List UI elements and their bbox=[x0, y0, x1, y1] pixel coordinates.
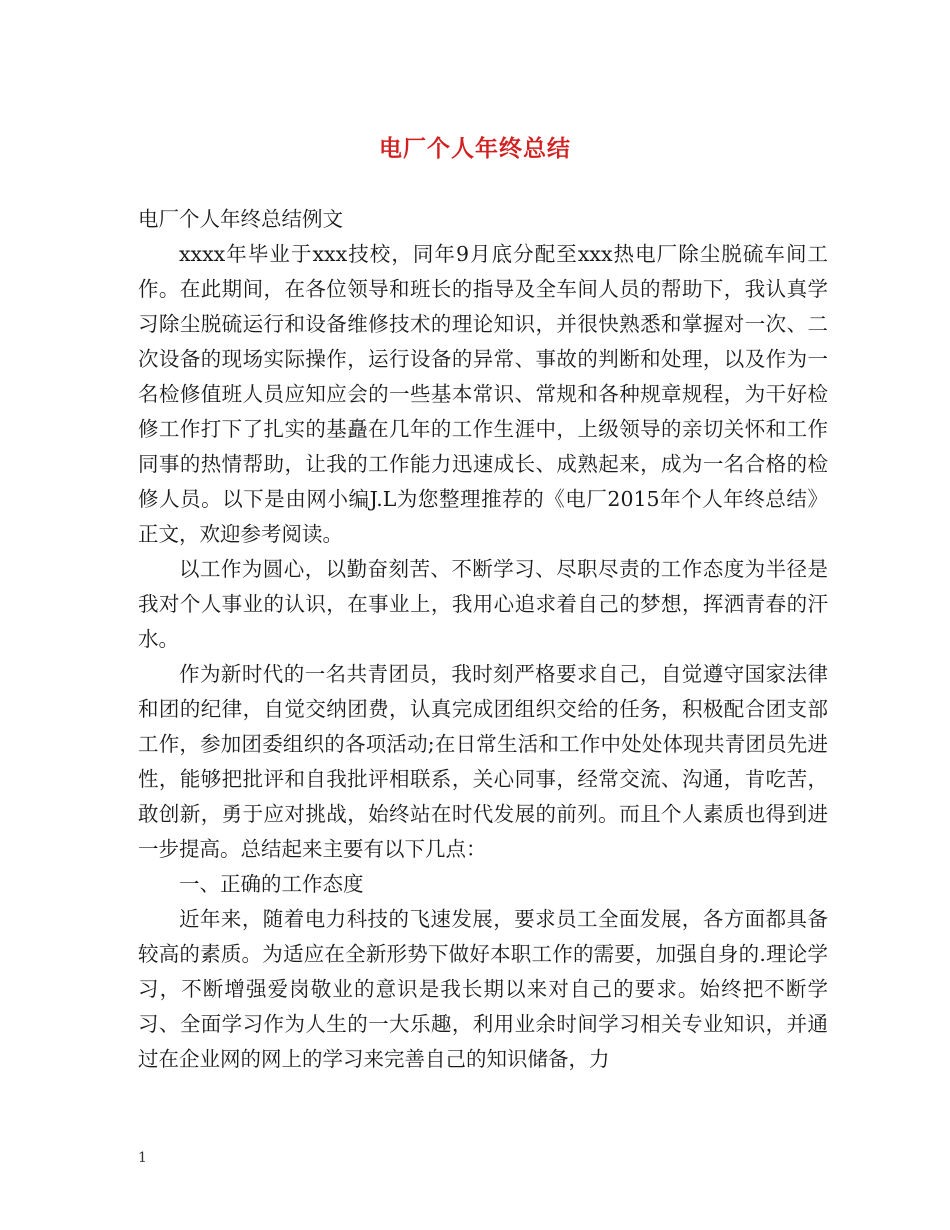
document-title: 电厂个人年终总结 bbox=[379, 135, 571, 162]
paragraph: 作为新时代的一名共青团员，我时刻严格要求自己，自觉遵守国家法律和团的纪律，自觉交纳团费，认真完成团组织交给的任务，积极配合团支部工作，参加团委组织的各项活动;在日常生活和工作中处处体现共青团员先进性，能够把批评和自我批评相联系，关心同事，经常交流、沟通，肯吃苦，敢创新，勇于应对挑战，始终站在时代发展的前列。而且个人素质也得到进一步提高。总结起来主要有以下几点： bbox=[138, 662, 828, 861]
document-body bbox=[138, 202, 828, 1077]
paragraph: 近年来，随着电力科技的飞速发展，要求员工全面发展，各方面都具备较高的素质。为适应在全新形势下做好本职工作的需要，加强自身的.理论学习，不断增强爱岗敬业的意识是我长期以来对自己的要求。始终把不断学习、全面学习作为人生的一大乐趣，利用业余时间学习相关专业知识，并通过在企业网的网上的学习来完善自己的知识储备，力 bbox=[138, 907, 828, 1071]
paragraph-subtitle: 电厂个人年终总结例文 bbox=[138, 207, 343, 231]
page-number: 1 bbox=[138, 1150, 147, 1166]
paragraph: xxxx年毕业于xxx技校，同年9月底分配至xxx热电厂除尘脱硫车间工作。在此期间，在各位领导和班长的指导及全车间人员的帮助下，我认真学习除尘脱硫运行和设备维修技术的理论知识，并很快熟悉和掌握对一次、二次设备的现场实际操作，运行设备的异常、事故的判断和处理，以及作为一名检修值班人员应知应会的一些基本常识、常规和各种规章规程，为干好检修工作打下了扎实的基矗在几年的工作生涯中，上级领导的亲切关怀和工作同事的热情帮助，让我的工作能力迅速成长、成熟起来，成为一名合格的检修人员。以下是由网小编J.L为您整理推荐的《电厂2015年个人年终总结》正文，欢迎参考阅读。 bbox=[138, 242, 828, 546]
paragraph: 以工作为圆心，以勤奋刻苦、不断学习、尽职尽责的工作态度为半径是我对个人事业的认识，在事业上，我用心追求着自己的梦想，挥洒青春的汗水。 bbox=[138, 557, 828, 651]
section-heading: 一、正确的工作态度 bbox=[179, 872, 364, 896]
